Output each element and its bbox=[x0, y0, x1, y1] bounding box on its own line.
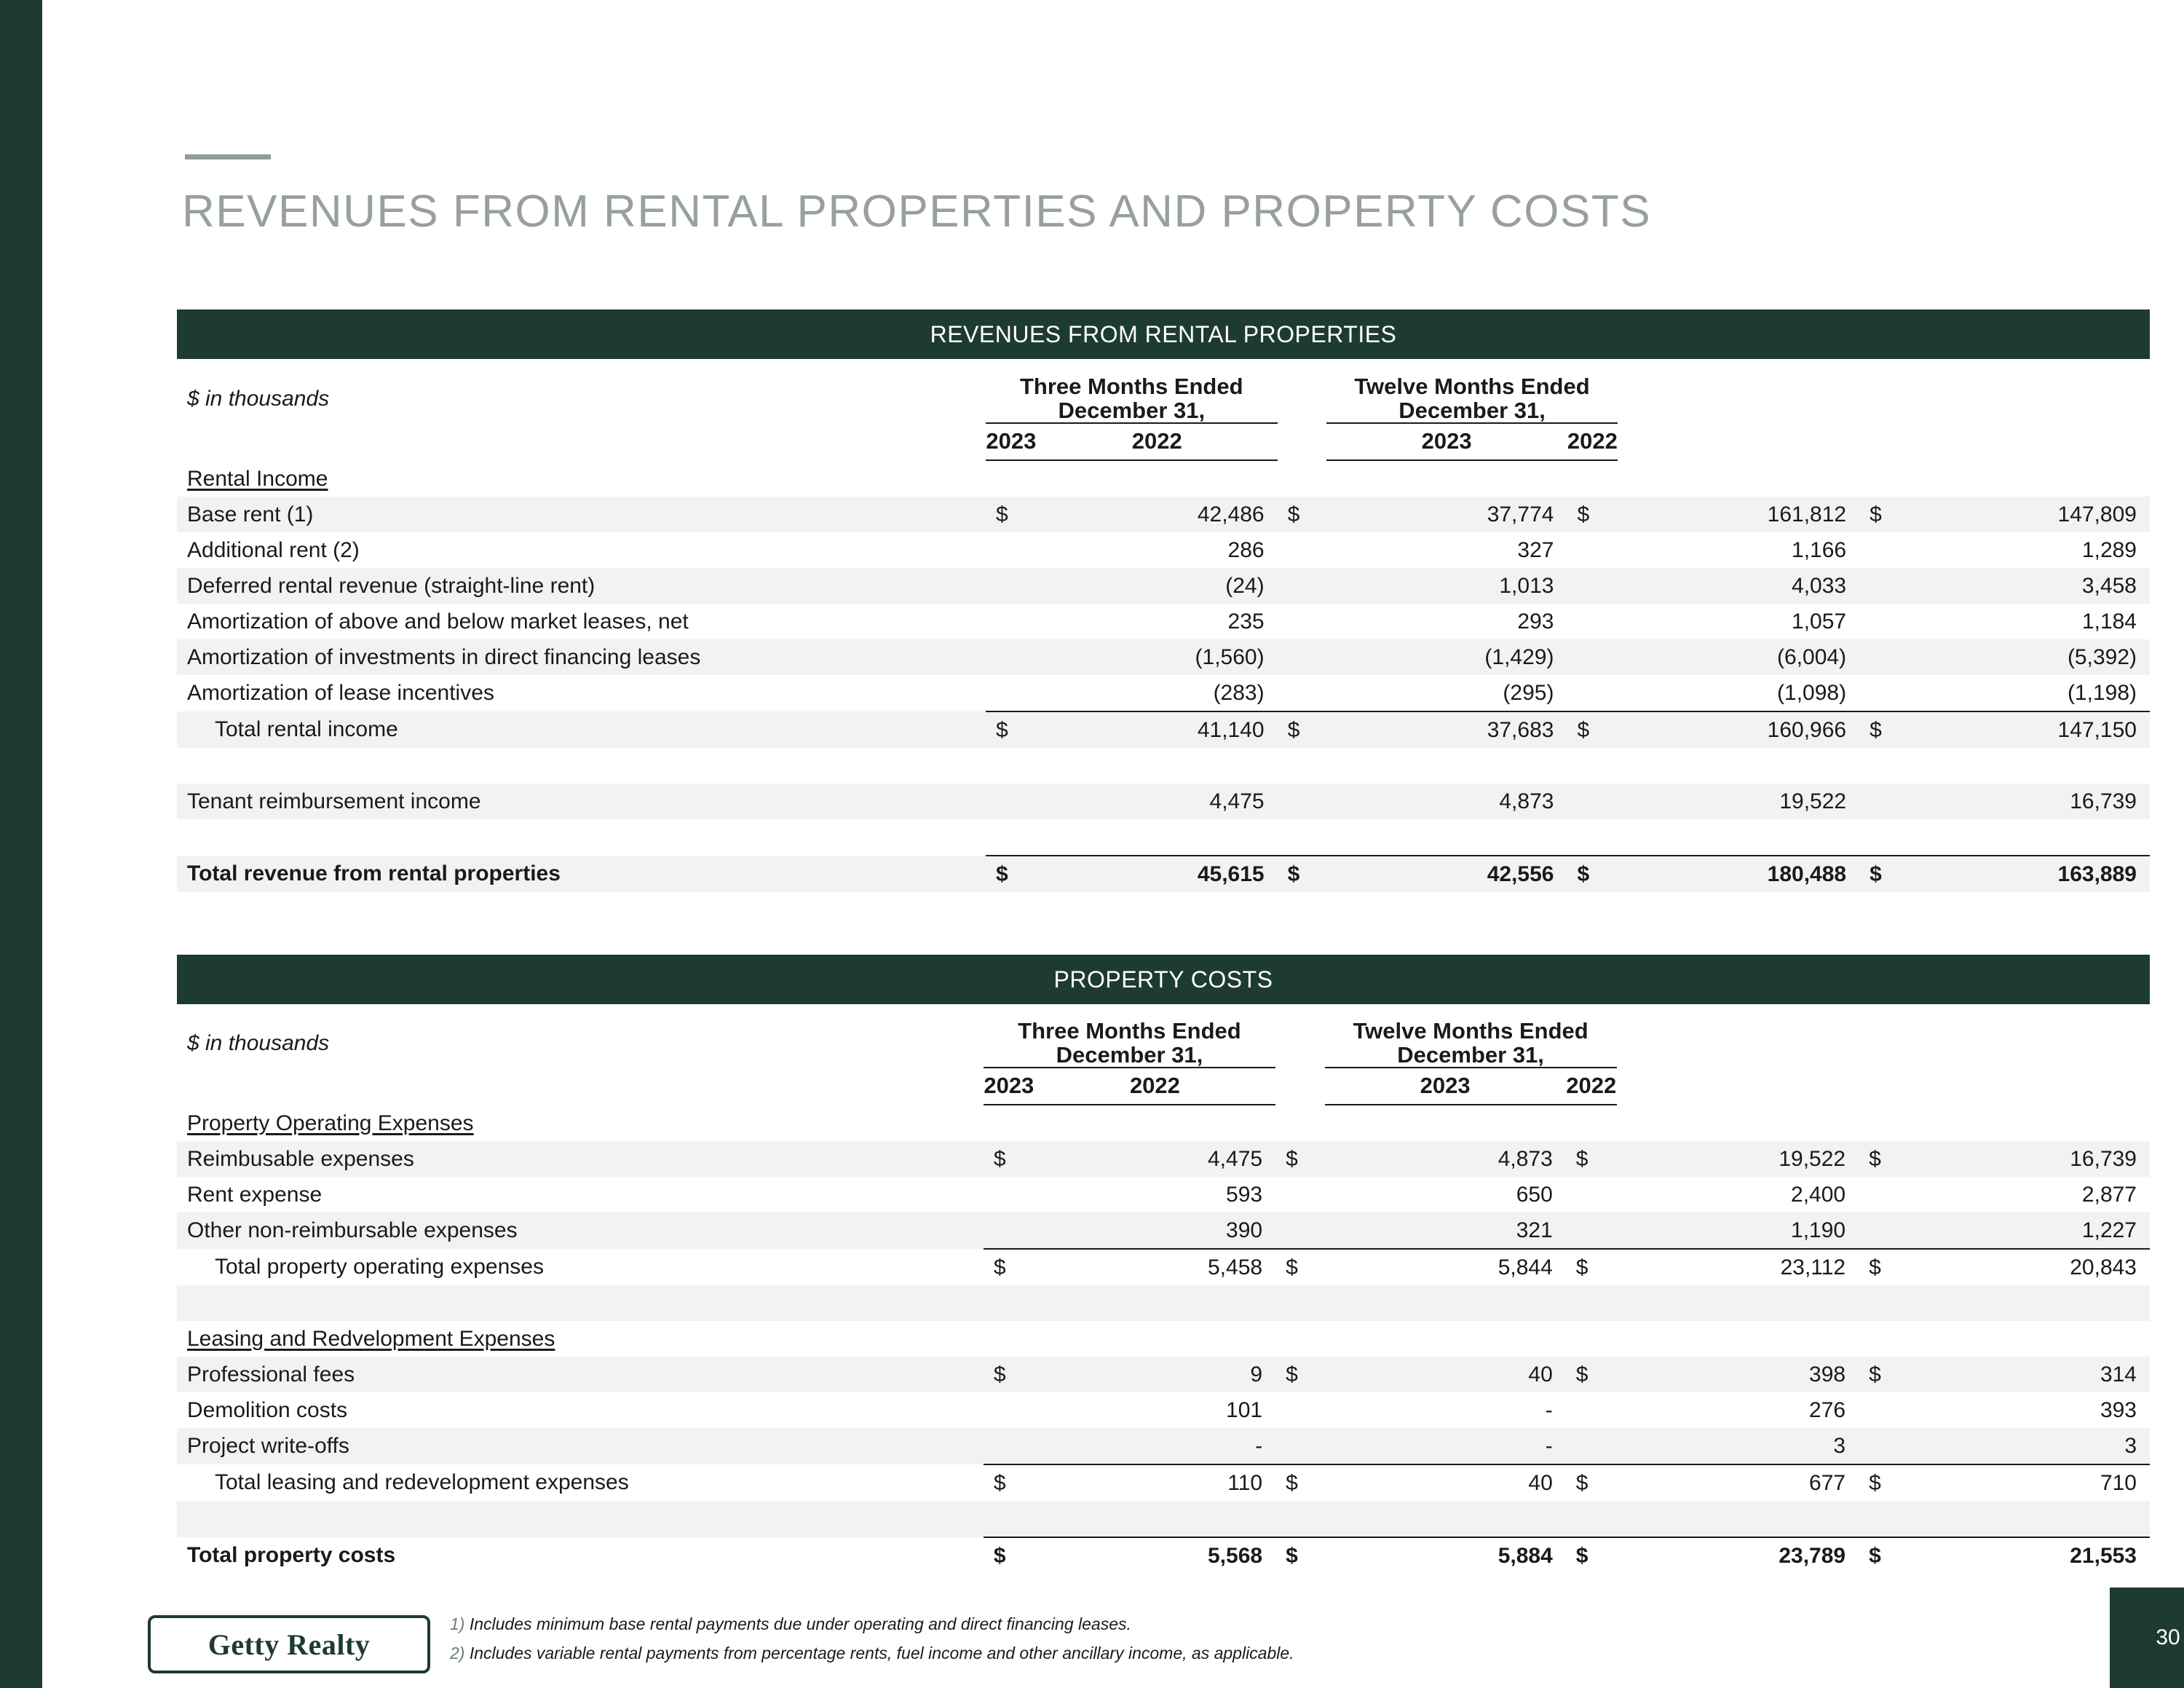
row-label: Total rental income bbox=[215, 717, 398, 742]
currency-symbol bbox=[1859, 568, 1908, 604]
value-y-2022: 3,458 bbox=[2081, 573, 2137, 598]
currency-symbol bbox=[1859, 784, 1908, 819]
footnote-2 bbox=[450, 1638, 1294, 1668]
currency-symbol: $ bbox=[1275, 1537, 1324, 1574]
year-q-2023: 2023 bbox=[986, 423, 1037, 460]
currency-symbol: $ bbox=[993, 1146, 1006, 1171]
value-q-2023: 45,615 bbox=[1037, 856, 1278, 892]
currency-symbol: $ bbox=[995, 502, 1008, 526]
year-y-2023: 2023 bbox=[1326, 423, 1567, 460]
value-q-2023: 593 bbox=[1226, 1182, 1263, 1207]
currency-symbol: $ bbox=[1567, 856, 1618, 892]
table-row bbox=[177, 460, 2150, 497]
table-row bbox=[177, 675, 2150, 711]
title-rule bbox=[185, 154, 271, 159]
currency-symbol bbox=[1567, 784, 1618, 819]
value-y-2023: 3 bbox=[1833, 1433, 1846, 1458]
value-q-2022: 4,873 bbox=[1499, 789, 1554, 813]
currency-symbol bbox=[984, 1392, 1034, 1428]
table-row-total bbox=[177, 1464, 2150, 1501]
currency-symbol: $ bbox=[993, 1362, 1006, 1387]
value-y-2023: 19,522 bbox=[1779, 1146, 1846, 1171]
currency-symbol bbox=[1859, 1177, 1907, 1212]
section-header-property-costs-label: PROPERTY COSTS bbox=[1053, 966, 1273, 993]
footnote-2-text: Includes variable rental payments from percentage rents, fuel income and other ancillary income, as applicable. bbox=[469, 1644, 1294, 1663]
currency-symbol bbox=[986, 639, 1037, 675]
value-y-2023: 23,112 bbox=[1617, 1249, 1859, 1285]
row-label: Amortization of above and below market leases, net bbox=[187, 609, 689, 634]
value-q-2023: (1,560) bbox=[1195, 644, 1265, 669]
currency-symbol: $ bbox=[1275, 1464, 1324, 1501]
table-row bbox=[177, 568, 2150, 604]
currency-symbol: $ bbox=[1859, 711, 1908, 748]
year-row-blank bbox=[177, 1068, 984, 1105]
currency-symbol: $ bbox=[1275, 1249, 1324, 1285]
value-y-2023: (6,004) bbox=[1777, 644, 1847, 669]
table-row bbox=[177, 1321, 2150, 1357]
value-q-2022: 1,013 bbox=[1499, 573, 1554, 598]
currency-symbol bbox=[1278, 784, 1326, 819]
currency-symbol bbox=[984, 1428, 1034, 1464]
currency-symbol: $ bbox=[1577, 502, 1590, 526]
currency-symbol bbox=[1859, 1428, 1907, 1464]
value-y-2023: 4,033 bbox=[1792, 573, 1847, 598]
table-row-grandtotal bbox=[177, 856, 2150, 892]
row-label: Other non-reimbursable expenses bbox=[187, 1218, 518, 1243]
header-gap bbox=[1278, 375, 1326, 423]
currency-symbol bbox=[986, 532, 1037, 568]
currency-symbol: $ bbox=[1286, 1362, 1298, 1387]
currency-symbol bbox=[1278, 532, 1326, 568]
value-q-2023: 4,475 bbox=[1209, 789, 1265, 813]
currency-symbol bbox=[986, 604, 1037, 639]
value-q-2022: 5,884 bbox=[1325, 1537, 1566, 1574]
currency-symbol: $ bbox=[1869, 1362, 1881, 1387]
currency-symbol bbox=[1278, 639, 1326, 675]
section-header-revenues bbox=[177, 309, 2150, 359]
value-y-2022: 1,227 bbox=[2081, 1218, 2137, 1242]
value-y-2023: (1,098) bbox=[1777, 680, 1847, 705]
currency-symbol: $ bbox=[1567, 711, 1618, 748]
value-y-2022: 1,289 bbox=[2081, 537, 2137, 562]
currency-symbol bbox=[1567, 532, 1618, 568]
year-q-2022: 2022 bbox=[1034, 1068, 1275, 1105]
value-q-2023: 286 bbox=[1227, 537, 1265, 562]
value-y-2022: (1,198) bbox=[2067, 680, 2137, 705]
value-y-2023: 1,190 bbox=[1791, 1218, 1846, 1242]
currency-symbol bbox=[1278, 675, 1326, 711]
row-label: Tenant reimbursement income bbox=[187, 789, 481, 813]
currency-symbol bbox=[984, 1212, 1034, 1249]
row-label: Rent expense bbox=[187, 1182, 323, 1207]
value-q-2022: 650 bbox=[1516, 1182, 1553, 1207]
value-y-2023: 1,057 bbox=[1792, 609, 1847, 634]
value-q-2022: 37,774 bbox=[1487, 502, 1554, 526]
currency-symbol bbox=[986, 568, 1037, 604]
value-y-2023: 2,400 bbox=[1791, 1182, 1846, 1207]
currency-symbol bbox=[984, 1177, 1034, 1212]
value-q-2022: 37,683 bbox=[1326, 711, 1567, 748]
year-y-2022: 2022 bbox=[1566, 1068, 1617, 1105]
year-q-2023: 2023 bbox=[984, 1068, 1034, 1105]
value-y-2022: 16,739 bbox=[2070, 1146, 2137, 1171]
subsection-property-operating-expenses: Property Operating Expenses bbox=[187, 1111, 474, 1135]
value-q-2022: - bbox=[1545, 1397, 1553, 1422]
table-year-row bbox=[177, 423, 2150, 460]
footnote-1-number: 1) bbox=[450, 1614, 465, 1633]
currency-symbol: $ bbox=[1286, 1146, 1298, 1171]
row-label: Total property costs bbox=[187, 1543, 396, 1568]
table-row bbox=[177, 1357, 2150, 1392]
currency-symbol bbox=[1275, 1177, 1324, 1212]
value-y-2022: 16,739 bbox=[2070, 789, 2137, 813]
footnotes bbox=[450, 1609, 1294, 1668]
value-q-2022: 321 bbox=[1516, 1218, 1553, 1242]
value-q-2022: (295) bbox=[1503, 680, 1554, 705]
year-gap bbox=[1278, 423, 1326, 460]
header-twelve-months: Twelve Months Ended December 31, bbox=[1326, 375, 1618, 423]
table-row-total bbox=[177, 1249, 2150, 1285]
slide-content bbox=[42, 0, 2184, 1688]
currency-symbol: $ bbox=[984, 1464, 1034, 1501]
page-number-badge bbox=[2110, 1588, 2184, 1688]
currency-symbol bbox=[1566, 1212, 1617, 1249]
table-row bbox=[177, 784, 2150, 819]
value-q-2022: 293 bbox=[1517, 609, 1554, 634]
page-title: REVENUES FROM RENTAL PROPERTIES AND PROPERTY COSTS bbox=[182, 186, 1652, 237]
currency-symbol bbox=[1566, 1428, 1617, 1464]
value-q-2022: 40 bbox=[1325, 1464, 1566, 1501]
value-q-2023: 4,475 bbox=[1208, 1146, 1263, 1171]
currency-symbol: $ bbox=[1278, 711, 1326, 748]
table-row bbox=[177, 497, 2150, 532]
header-three-months: Three Months Ended December 31, bbox=[986, 375, 1278, 423]
currency-symbol: $ bbox=[1575, 1362, 1588, 1387]
value-y-2022: 20,843 bbox=[1908, 1249, 2150, 1285]
table-row bbox=[177, 639, 2150, 675]
company-logo-text: Getty Realty bbox=[207, 1628, 371, 1661]
value-q-2023: 235 bbox=[1227, 609, 1265, 634]
currency-symbol: $ bbox=[1575, 1146, 1588, 1171]
table-header-row bbox=[177, 1019, 2150, 1068]
footnote-2-number: 2) bbox=[450, 1644, 465, 1663]
value-q-2022: 42,556 bbox=[1326, 856, 1567, 892]
year-y-2022: 2022 bbox=[1567, 423, 1618, 460]
year-q-2022: 2022 bbox=[1037, 423, 1278, 460]
header-three-months: Three Months Ended December 31, bbox=[984, 1019, 1275, 1068]
value-q-2022: 4,873 bbox=[1497, 1146, 1553, 1171]
currency-symbol bbox=[986, 675, 1037, 711]
value-y-2023: 1,166 bbox=[1792, 537, 1847, 562]
spacer-row bbox=[177, 819, 2150, 856]
table-row bbox=[177, 604, 2150, 639]
table-row bbox=[177, 532, 2150, 568]
currency-symbol: $ bbox=[1566, 1464, 1617, 1501]
value-y-2023: 677 bbox=[1617, 1464, 1859, 1501]
row-label: Total revenue from rental properties bbox=[187, 861, 561, 886]
currency-symbol: $ bbox=[1859, 1537, 1907, 1574]
row-label: Reimbusable expenses bbox=[187, 1146, 414, 1171]
page-number: 30 bbox=[2156, 1625, 2180, 1649]
value-q-2023: 9 bbox=[1250, 1362, 1263, 1387]
value-q-2023: 41,140 bbox=[1037, 711, 1278, 748]
currency-symbol bbox=[1275, 1212, 1324, 1249]
currency-symbol: $ bbox=[1870, 502, 1882, 526]
row-label: Total property operating expenses bbox=[215, 1255, 544, 1279]
currency-symbol: $ bbox=[1859, 1249, 1907, 1285]
currency-symbol bbox=[1278, 568, 1326, 604]
currency-symbol bbox=[1275, 1392, 1324, 1428]
value-y-2022: 393 bbox=[2100, 1397, 2137, 1422]
row-label: Amortization of lease incentives bbox=[187, 681, 494, 706]
currency-symbol: $ bbox=[1278, 856, 1326, 892]
year-y-2023: 2023 bbox=[1325, 1068, 1566, 1105]
currency-symbol bbox=[1859, 532, 1908, 568]
table-row bbox=[177, 1392, 2150, 1428]
currency-symbol: $ bbox=[984, 1537, 1034, 1574]
value-y-2022: 147,150 bbox=[1908, 711, 2150, 748]
currency-symbol bbox=[1567, 568, 1618, 604]
currency-symbol: $ bbox=[1859, 1464, 1907, 1501]
value-y-2022: 1,184 bbox=[2081, 609, 2137, 634]
company-logo bbox=[148, 1615, 430, 1673]
value-y-2023: 19,522 bbox=[1779, 789, 1847, 813]
currency-symbol bbox=[1859, 1212, 1907, 1249]
value-q-2023: - bbox=[1255, 1433, 1263, 1458]
value-q-2022: 5,844 bbox=[1325, 1249, 1566, 1285]
currency-symbol: $ bbox=[986, 711, 1037, 748]
value-y-2022: 21,553 bbox=[1908, 1537, 2150, 1574]
value-q-2022: - bbox=[1545, 1433, 1553, 1458]
value-q-2022: (1,429) bbox=[1484, 644, 1554, 669]
value-y-2022: (5,392) bbox=[2067, 644, 2137, 669]
value-q-2023: 101 bbox=[1226, 1397, 1263, 1422]
units-label: $ in thousands bbox=[187, 1031, 330, 1056]
currency-symbol bbox=[1275, 1428, 1324, 1464]
value-y-2022: 147,809 bbox=[2057, 502, 2137, 526]
row-label: Demolition costs bbox=[187, 1397, 348, 1422]
currency-symbol bbox=[1859, 675, 1908, 711]
section-header-property-costs bbox=[177, 955, 2150, 1004]
footnote-1-text: Includes minimum base rental payments due under operating and direct financing leases. bbox=[469, 1614, 1131, 1633]
value-y-2022: 163,889 bbox=[1908, 856, 2150, 892]
value-y-2023: 180,488 bbox=[1618, 856, 1859, 892]
table-row bbox=[177, 1141, 2150, 1177]
value-y-2022: 314 bbox=[2100, 1362, 2137, 1387]
property-costs-table bbox=[177, 1019, 2150, 1574]
value-q-2022: 327 bbox=[1517, 537, 1554, 562]
value-y-2023: 23,789 bbox=[1617, 1537, 1859, 1574]
row-label: Professional fees bbox=[187, 1362, 355, 1387]
currency-symbol: $ bbox=[1859, 856, 1908, 892]
value-q-2023: 110 bbox=[1034, 1464, 1275, 1501]
row-label: Deferred rental revenue (straight-line rent) bbox=[187, 573, 596, 598]
left-accent-bar bbox=[0, 0, 42, 1688]
value-y-2023: 160,966 bbox=[1618, 711, 1859, 748]
subsection-leasing-redevelopment-expenses: Leasing and Redvelopment Expenses bbox=[187, 1326, 555, 1351]
value-q-2023: (283) bbox=[1213, 680, 1265, 705]
value-q-2023: 5,568 bbox=[1034, 1537, 1275, 1574]
table-row bbox=[177, 1177, 2150, 1212]
units-label: $ in thousands bbox=[187, 387, 330, 411]
value-q-2023: 42,486 bbox=[1197, 502, 1265, 526]
currency-symbol bbox=[1567, 675, 1618, 711]
table-header-row bbox=[177, 375, 2150, 423]
table-row bbox=[177, 1212, 2150, 1249]
header-twelve-months: Twelve Months Ended December 31, bbox=[1325, 1019, 1617, 1068]
table-row-total bbox=[177, 711, 2150, 748]
currency-symbol bbox=[1567, 604, 1618, 639]
currency-symbol: $ bbox=[1287, 502, 1300, 526]
currency-symbol: $ bbox=[986, 856, 1037, 892]
currency-symbol: $ bbox=[1566, 1537, 1617, 1574]
spacer-row bbox=[177, 1285, 2150, 1321]
year-row-blank bbox=[177, 423, 986, 460]
year-gap bbox=[1275, 1068, 1324, 1105]
spacer-row bbox=[177, 1501, 2150, 1537]
currency-symbol bbox=[1859, 1392, 1907, 1428]
value-y-2023: 161,812 bbox=[1767, 502, 1847, 526]
row-label: Amortization of investments in direct financing leases bbox=[187, 644, 701, 669]
currency-symbol: $ bbox=[1566, 1249, 1617, 1285]
table-row bbox=[177, 1105, 2150, 1141]
table-row bbox=[177, 1428, 2150, 1464]
row-label: Project write-offs bbox=[187, 1434, 349, 1459]
currency-symbol: $ bbox=[984, 1249, 1034, 1285]
currency-symbol bbox=[1566, 1177, 1617, 1212]
row-label: Total leasing and redevelopment expenses bbox=[215, 1470, 629, 1495]
currency-symbol bbox=[986, 784, 1037, 819]
value-q-2022: 40 bbox=[1528, 1362, 1553, 1387]
value-y-2023: 398 bbox=[1809, 1362, 1846, 1387]
value-q-2023: 390 bbox=[1226, 1218, 1263, 1242]
currency-symbol bbox=[1566, 1392, 1617, 1428]
value-y-2022: 3 bbox=[2124, 1433, 2137, 1458]
footnote-1 bbox=[450, 1609, 1294, 1638]
section-header-revenues-label: REVENUES FROM RENTAL PROPERTIES bbox=[930, 320, 1397, 347]
currency-symbol: $ bbox=[1869, 1146, 1881, 1171]
value-y-2022: 710 bbox=[1908, 1464, 2150, 1501]
currency-symbol bbox=[1278, 604, 1326, 639]
header-gap bbox=[1275, 1019, 1324, 1068]
subsection-rental-income: Rental Income bbox=[187, 466, 328, 491]
currency-symbol bbox=[1859, 639, 1908, 675]
value-y-2022: 2,877 bbox=[2081, 1182, 2137, 1207]
currency-symbol bbox=[1859, 604, 1908, 639]
value-q-2023: 5,458 bbox=[1034, 1249, 1275, 1285]
spacer-row bbox=[177, 748, 2150, 784]
value-q-2023: (24) bbox=[1225, 573, 1265, 598]
table-year-row bbox=[177, 1068, 2150, 1105]
row-label: Additional rent (2) bbox=[187, 537, 360, 562]
currency-symbol bbox=[1567, 639, 1618, 675]
revenues-table bbox=[177, 375, 2150, 892]
row-label: Base rent (1) bbox=[187, 502, 314, 526]
value-y-2023: 276 bbox=[1809, 1397, 1846, 1422]
table-row-grandtotal bbox=[177, 1537, 2150, 1574]
